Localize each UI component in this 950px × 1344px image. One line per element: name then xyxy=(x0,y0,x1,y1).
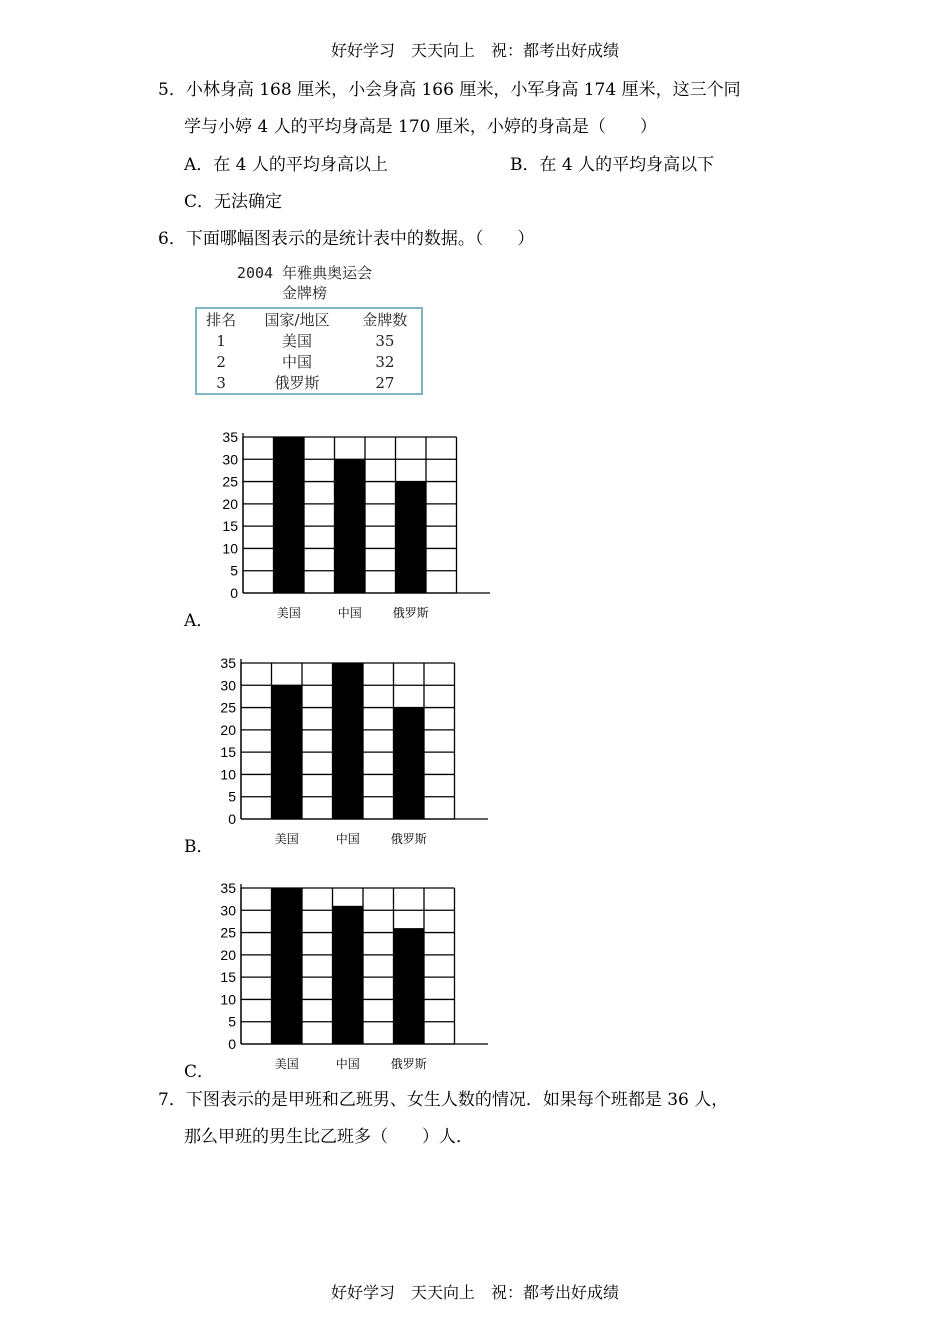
q7-line2: 那么甲班的男生比乙班多（ ）人． xyxy=(184,1127,473,1147)
y-tick-label: 35 xyxy=(222,429,238,445)
q6-line1: 6．下面哪幅图表示的是统计表中的数据。（ ） xyxy=(158,229,535,249)
bar xyxy=(394,928,425,1044)
y-tick-label: 15 xyxy=(220,969,236,986)
x-tick-label: 美国 xyxy=(274,832,299,846)
table-header-cell: 排名 xyxy=(206,311,237,329)
q5-option-b: B．在 4 人的平均身高以下 xyxy=(510,155,715,175)
bar xyxy=(333,663,364,819)
q5-option-a: A．在 4 人的平均身高以上 xyxy=(184,155,388,175)
bar xyxy=(335,459,366,593)
y-tick-label: 10 xyxy=(220,991,236,1008)
medal-table xyxy=(195,307,423,395)
table-cell: 1 xyxy=(216,331,226,350)
table-cell: 32 xyxy=(375,352,395,371)
y-tick-label: 35 xyxy=(220,655,236,671)
x-tick-label: 俄罗斯 xyxy=(390,832,427,846)
q7-line1: 7．下图表示的是甲班和乙班男、女生人数的情况．如果每个班都是 36 人， xyxy=(158,1090,729,1110)
x-tick-label: 俄罗斯 xyxy=(392,606,429,620)
bar xyxy=(333,906,364,1044)
y-tick-label: 35 xyxy=(220,880,236,896)
table-row xyxy=(196,372,422,394)
x-tick-label: 美国 xyxy=(274,1057,299,1071)
table-cell: 2 xyxy=(216,352,226,371)
table-cell: 3 xyxy=(216,373,226,392)
table-cell: 中国 xyxy=(282,353,313,371)
y-tick-label: 25 xyxy=(220,699,236,716)
medal-table-title: 2004 年雅典奥运会 xyxy=(236,264,373,282)
chart-option-a xyxy=(210,420,490,630)
x-tick-label: 中国 xyxy=(337,606,362,620)
x-tick-label: 中国 xyxy=(335,1057,360,1071)
table-header-row xyxy=(196,308,422,330)
y-tick-label: 0 xyxy=(228,811,236,827)
x-tick-label: 俄罗斯 xyxy=(390,1057,427,1071)
q6-option-b-label: B． xyxy=(184,837,214,857)
bar-chart-c xyxy=(208,871,488,1081)
medal-table-figure xyxy=(192,262,432,400)
page-header: 好好学习 天天向上 祝：都考出好成绩 xyxy=(330,41,619,60)
y-tick-label: 20 xyxy=(220,946,236,963)
y-tick-label: 30 xyxy=(220,677,236,694)
bar xyxy=(394,708,425,819)
y-tick-label: 30 xyxy=(220,902,236,919)
y-tick-label: 5 xyxy=(228,1013,236,1030)
table-cell: 俄罗斯 xyxy=(274,374,320,392)
q5-option-c: C．无法确定 xyxy=(184,192,283,212)
bar-chart-b xyxy=(208,646,488,856)
table-row xyxy=(196,330,422,351)
table-cell: 27 xyxy=(375,373,395,392)
chart-option-b xyxy=(208,646,488,856)
bar xyxy=(272,685,303,819)
bar xyxy=(274,437,305,593)
bar xyxy=(272,888,303,1044)
bar-chart-a xyxy=(210,420,490,630)
y-tick-label: 0 xyxy=(230,585,238,601)
y-tick-label: 10 xyxy=(220,766,236,783)
table-cell: 美国 xyxy=(282,332,313,350)
x-tick-label: 美国 xyxy=(276,606,301,620)
table-header-cell: 金牌数 xyxy=(362,311,408,329)
table-row xyxy=(196,351,422,372)
q5-line1: 5．小林身高 168 厘米，小会身高 166 厘米，小军身高 174 厘米，这三个同 xyxy=(158,80,741,100)
y-tick-label: 30 xyxy=(222,451,238,468)
medal-table-subtitle: 金牌榜 xyxy=(281,284,327,302)
bar xyxy=(396,482,427,593)
y-tick-label: 25 xyxy=(220,924,236,941)
y-tick-label: 15 xyxy=(222,518,238,535)
y-tick-label: 20 xyxy=(220,721,236,738)
y-tick-label: 0 xyxy=(228,1036,236,1052)
x-tick-label: 中国 xyxy=(335,832,360,846)
table-cell: 35 xyxy=(375,331,395,350)
page-footer: 好好学习 天天向上 祝：都考出好成绩 xyxy=(330,1283,619,1302)
q6-option-a-label: A． xyxy=(184,611,214,631)
chart-option-c xyxy=(208,871,488,1081)
q6-option-c-label: C． xyxy=(184,1062,215,1082)
y-tick-label: 15 xyxy=(220,744,236,761)
y-tick-label: 5 xyxy=(228,788,236,805)
table-header-cell: 国家/地区 xyxy=(264,311,330,329)
y-tick-label: 5 xyxy=(230,562,238,579)
q5-line2: 学与小婷 4 人的平均身高是 170 厘米，小婷的身高是（ ） xyxy=(184,117,657,137)
y-tick-label: 10 xyxy=(222,540,238,557)
y-tick-label: 20 xyxy=(222,495,238,512)
y-tick-label: 25 xyxy=(222,473,238,490)
